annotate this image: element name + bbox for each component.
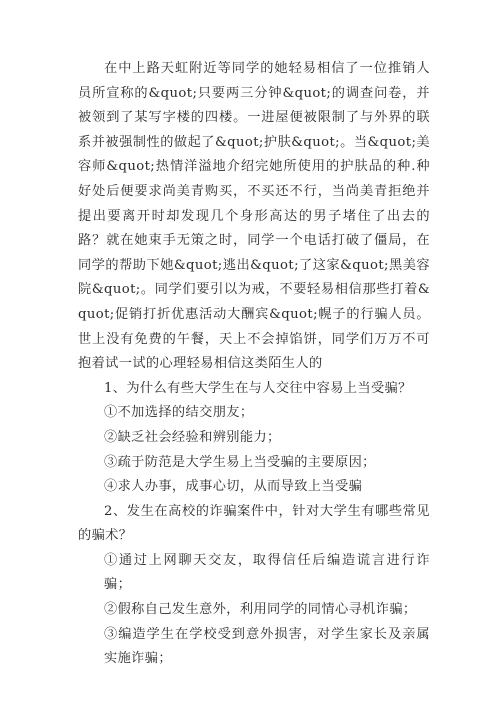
question-1-option: ③疏于防范是大学生易上当受骗的主要原因； (104, 454, 376, 470)
question-1-title: 1、为什么有些大学生在与人交往中容易上当受骗？ (104, 380, 412, 396)
question-2-title: 2、发生在高校的诈骗案件中，针对大学生有哪些常见的骗术？ (78, 503, 430, 544)
question-1-option: ①不加选择的结交朋友； (104, 405, 254, 421)
intro-paragraph: 在中上路天虹附近等同学的她轻易相信了一位推销人员所宣称的&quot;只要两三分钟&quot;的调查问卷，并被领到了某写字楼的四楼。一进屋便被限制了与外界的联系并被强制性的做起了&quot;护肤&quot;。当&quot;美容师&quot;热情洋溢地介绍完她所使用的护肤品的种.种好处后便要求尚美青购买，不买还不行，当尚美青拒绝并提出要离开时却发现几个身形高达的男子堵住了出去的路？就在她束手无策之时，同学一个电话打破了僵局，在同学的帮助下她&quot;逃出&quot;了这家&quot;黑美容院&quot;。同学们要引以为戒，不要轻易相信那些打着&quot;促销打折优惠活动大酬宾&quot;幌子的行骗人员。世上没有免费的午餐，天上不会掉馅饼，同学们万万不可抱着试一试的心理轻易相信这类陌生人的 (78, 61, 430, 372)
question-2-option: ③编造学生在学校受到意外损害，对学生家长及亲属实施诈骗； (104, 626, 430, 667)
document-body (78, 57, 430, 672)
question-1-option: ②缺乏社会经验和辨别能力； (104, 429, 281, 445)
question-1-option: ④求人办事，成事心切，从而导致上当受骗 (104, 479, 363, 495)
question-2-option: ①通过上网聊天交友，取得信任后编造谎言进行诈骗； (104, 552, 430, 593)
question-2-option: ②假称自己发生意外，利用同学的同情心寻机诈骗； (104, 602, 417, 618)
